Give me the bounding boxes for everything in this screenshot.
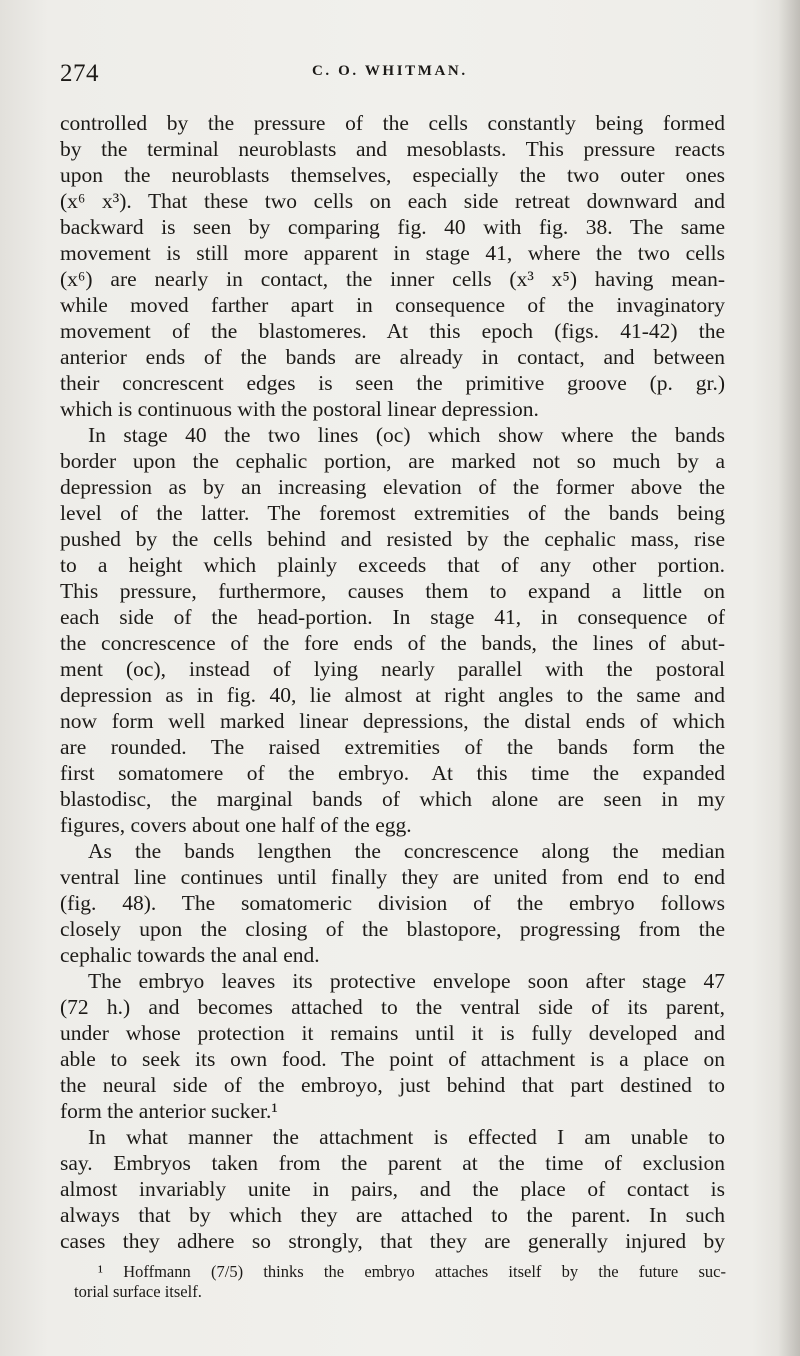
text-line: their concrescent edges is seen the primitive groove (p. gr.) — [60, 371, 725, 395]
text-line: first somatomere of the embryo. At this time the expanded — [60, 761, 725, 785]
paragraph-1 — [60, 110, 725, 422]
footnote-line: ¹ Hoffmann (7/5) thinks the embryo attaches itself by the future suc- — [98, 1262, 726, 1281]
text-line: are rounded. The raised extremities of the bands form the — [60, 735, 725, 759]
text-line: In what manner the attachment is effected I am unable to — [88, 1125, 725, 1149]
text-line: by the terminal neuroblasts and mesoblasts. This pressure reacts — [60, 137, 725, 161]
text-line: closely upon the closing of the blastopore, progressing from the — [60, 917, 725, 941]
text-line: to a height which plainly exceeds that of any other portion. — [60, 553, 725, 577]
paragraph-2 — [60, 422, 725, 838]
text-line: ventral line continues until finally they are united from end to end — [60, 865, 725, 889]
text-line: movement is still more apparent in stage 41, where the two cells — [60, 241, 725, 265]
text-line: (x⁶) are nearly in contact, the inner cells (x³ x⁵) having mean- — [60, 267, 725, 291]
text-line: each side of the head-portion. In stage 41, in consequence of — [60, 605, 725, 629]
text-line: (x⁶ x³). That these two cells on each side retreat downward and — [60, 189, 725, 213]
text-line: say. Embryos taken from the parent at the time of exclusion — [60, 1151, 725, 1175]
paragraph-4 — [60, 968, 725, 1124]
text-line: This pressure, furthermore, causes them to expand a little on — [60, 579, 725, 603]
text-line: depression as in fig. 40, lie almost at right angles to the same and — [60, 683, 725, 707]
text-line: ment (oc), instead of lying nearly parallel with the postoral — [60, 657, 725, 681]
text-line: depression as by an increasing elevation of the former above the — [60, 475, 725, 499]
text-line: level of the latter. The foremost extremities of the bands being — [60, 501, 725, 525]
text-line: controlled by the pressure of the cells constantly being formed — [60, 111, 725, 135]
text-line: The embryo leaves its protective envelope soon after stage 47 — [88, 969, 725, 993]
text-line: now form well marked linear depressions, the distal ends of which — [60, 709, 725, 733]
text-line: upon the neuroblasts themselves, especially the two outer ones — [60, 163, 725, 187]
text-line: movement of the blastomeres. At this epoch (figs. 41-42) the — [60, 319, 725, 343]
text-line: figures, covers about one half of the egg. — [60, 813, 412, 837]
text-line: cases they adhere so strongly, that they are generally injured by — [60, 1229, 725, 1253]
text-line: As the bands lengthen the concrescence along the median — [88, 839, 725, 863]
text-line: (72 h.) and becomes attached to the ventral side of its parent, — [60, 995, 725, 1019]
paragraph-3 — [60, 838, 725, 968]
text-line: able to seek its own food. The point of attachment is a place on — [60, 1047, 725, 1071]
text-line: In stage 40 the two lines (oc) which show where the bands — [88, 423, 725, 447]
running-title: C. O. WHITMAN. — [312, 63, 468, 79]
footnote-line: torial surface itself. — [74, 1282, 202, 1301]
text-line: blastodisc, the marginal bands of which alone are seen in my — [60, 787, 725, 811]
text-line: backward is seen by comparing fig. 40 with fig. 38. The same — [60, 215, 725, 239]
text-line: (fig. 48). The somatomeric division of the embryo follows — [60, 891, 725, 915]
text-line: the neural side of the embroyo, just behind that part destined to — [60, 1073, 725, 1097]
text-line: almost invariably unite in pairs, and the place of contact is — [60, 1177, 725, 1201]
text-line: anterior ends of the bands are already in contact, and between — [60, 345, 725, 369]
text-line: which is continuous with the postoral linear depression. — [60, 397, 539, 421]
text-line: pushed by the cells behind and resisted by the cephalic mass, rise — [60, 527, 725, 551]
text-line: border upon the cephalic portion, are marked not so much by a — [60, 449, 725, 473]
body-text — [60, 110, 725, 1254]
running-head — [60, 58, 730, 88]
text-line: the concrescence of the fore ends of the bands, the lines of abut- — [60, 631, 725, 655]
text-line: form the anterior sucker.¹ — [60, 1099, 278, 1123]
text-line: under whose protection it remains until it is fully developed and — [60, 1021, 725, 1045]
page-number: 274 — [60, 60, 99, 87]
text-line: while moved farther apart in consequence of the invaginatory — [60, 293, 725, 317]
paragraph-5 — [60, 1124, 725, 1254]
text-line: cephalic towards the anal end. — [60, 943, 320, 967]
footnotes — [74, 1262, 726, 1302]
text-line: always that by which they are attached to the parent. In such — [60, 1203, 725, 1227]
